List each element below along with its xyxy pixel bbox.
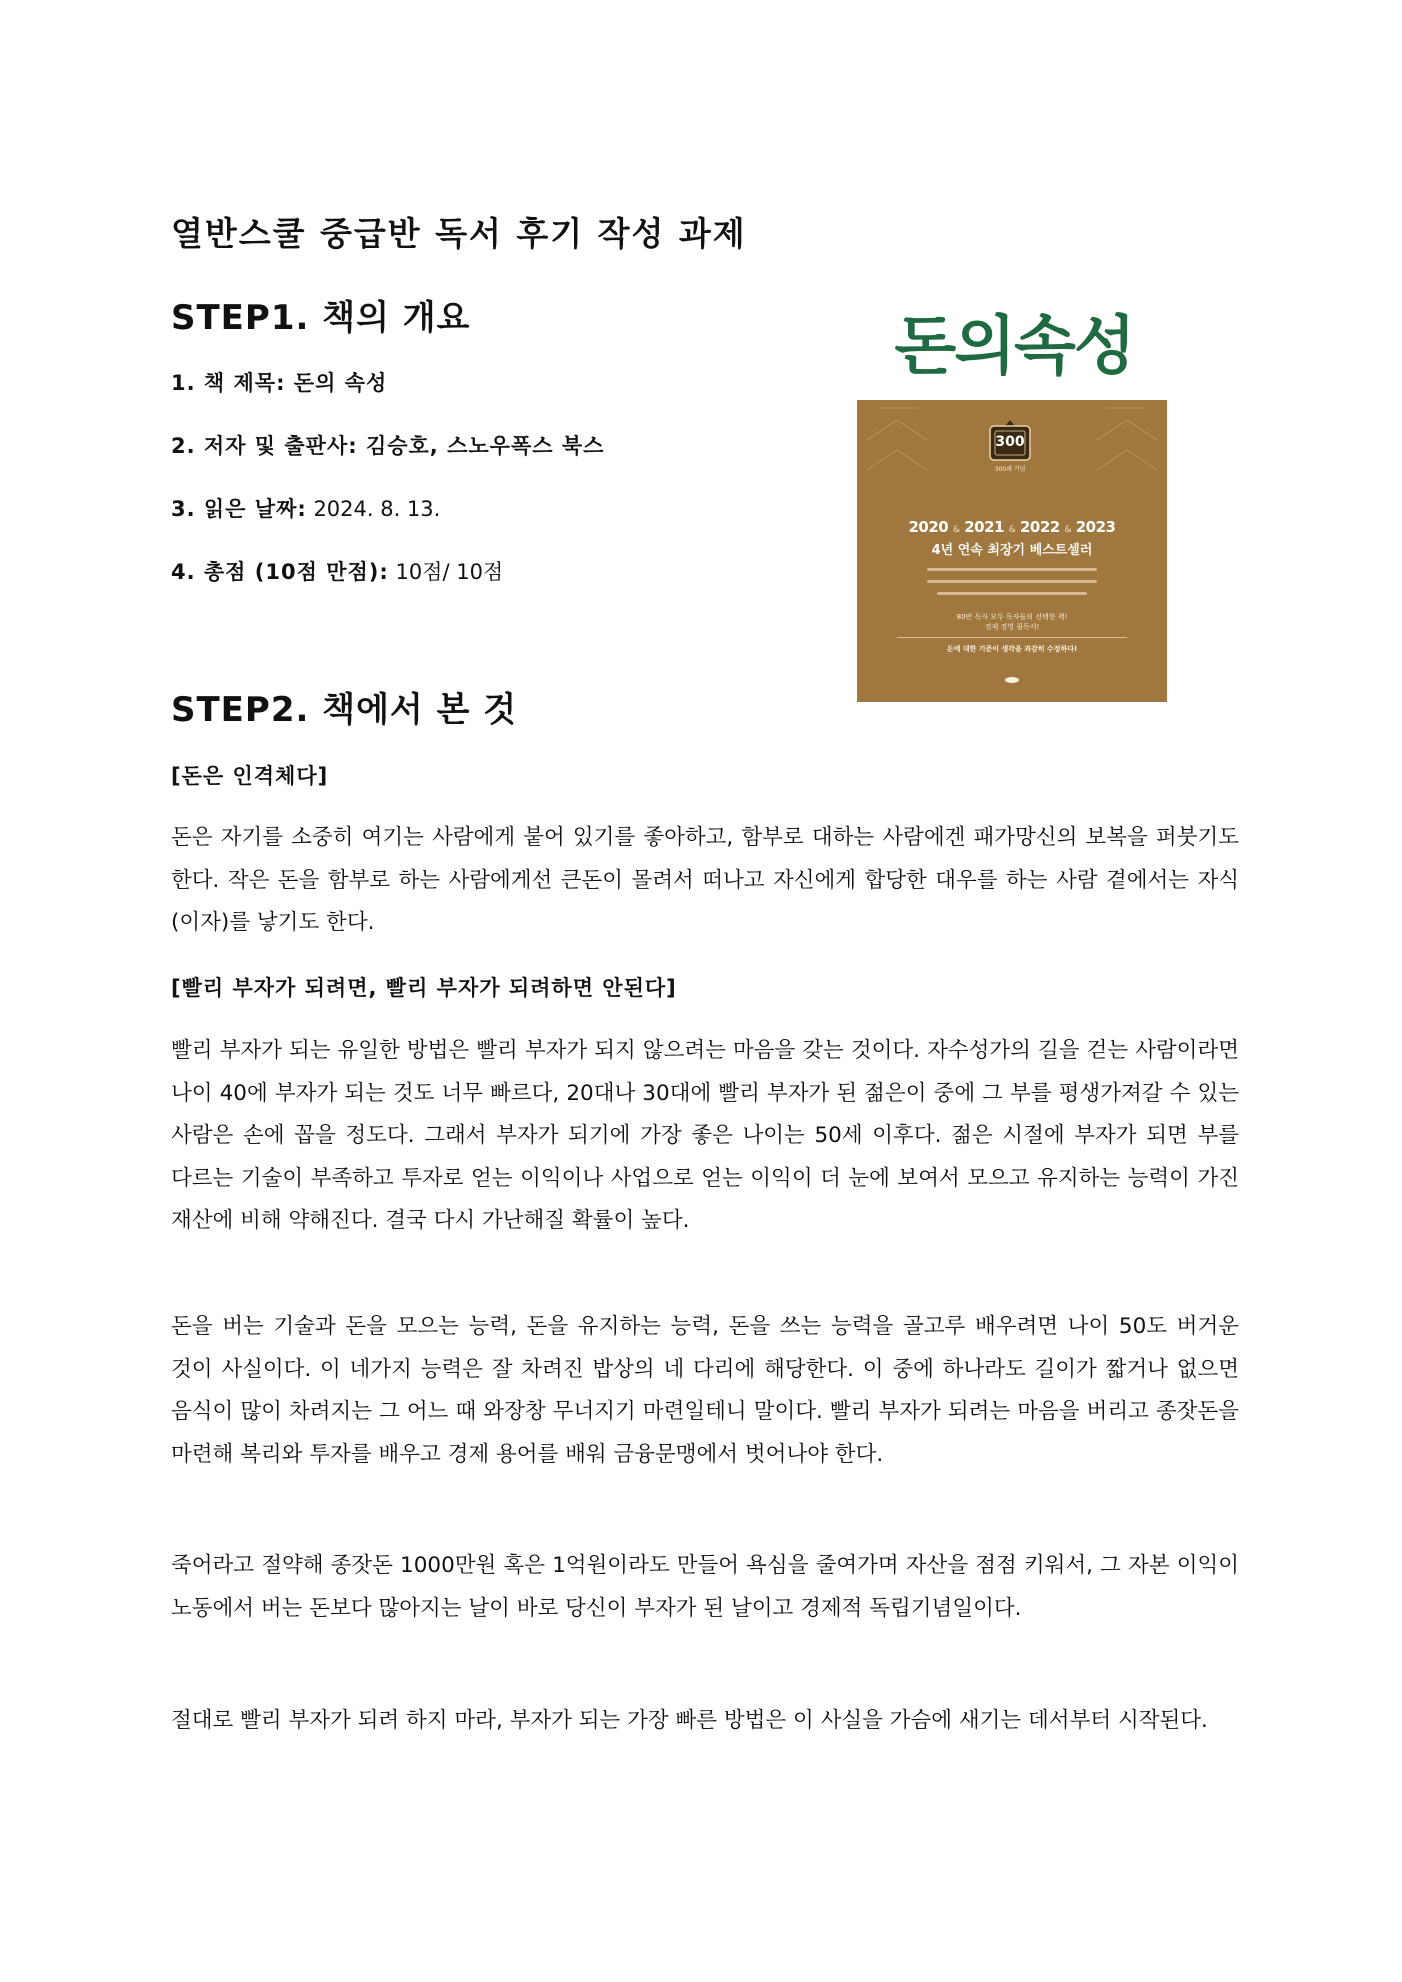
year-joiner: & <box>1064 525 1072 535</box>
info-book-title <box>171 367 387 397</box>
section-heading: [빨리 부자가 되려면, 빨리 부자가 되려하면 안된다] <box>171 976 677 1000</box>
info-label: 1. 책 제목: <box>171 371 294 395</box>
section-paragraph: 죽어라고 절약해 종잣돈 1000만원 혹은 1억원이라도 만들어 욕심을 줄여가며 자산을 점점 키워서, 그 자본 이익이 노동에서 버는 돈보다 많아지는 날이 바로 당신이 부자가 된 날이고 경제적 독립기념일이다. <box>171 1553 1239 1621</box>
cover-blurb-b: 경제 경영 필독서! <box>984 623 1040 631</box>
cover-years <box>857 518 1167 536</box>
info-value: 돈의 속성 <box>293 371 388 395</box>
section-paragraph: 절대로 빨리 부자가 되려 하지 마라, 부자가 되는 가장 빠른 방법은 이 사실을 가슴에 새기는 데서부터 시작된다. <box>171 1708 1208 1733</box>
info-author-publisher <box>171 430 604 460</box>
cover-bestseller: 4년 연속 최장기 베스트셀러 <box>931 543 1093 558</box>
cover-blurb-c: 돈에 대한 기준이 생각을 과감히 수정하다! <box>946 645 1078 653</box>
section-paragraph: 돈을 버는 기술과 돈을 모으는 능력, 돈을 유지하는 능력, 돈을 쓰는 능력을 골고루 배우려면 나이 50도 버거운 것이 사실이다. 이 네가지 능력은 잘 차려진 밥상의 네 다리에 해당한다. 이 중에 하나라도 길이가 짧거나 없으면 음식이 많이 차려지는 그 어느 때 와장창 무너지기 마련일테니 말이다. 빨리 부자가 되려는 마음을 버리고 종잣돈을 마련해 복리와 투자를 배우고 경제 용어를 배워 금융문맹에서 벗어나야 한다. <box>171 1314 1239 1467</box>
step2-heading: STEP2. 책에서 본 것 <box>171 690 518 730</box>
cover-title: 돈의속성 <box>894 310 1134 384</box>
info-label: 2. 저자 및 출판사: <box>171 434 366 458</box>
step1-heading: STEP1. 책의 개요 <box>171 298 471 338</box>
cover-panel <box>857 400 1167 702</box>
badge-number: 300 <box>995 434 1025 450</box>
cover-fine-print-line <box>927 580 1097 583</box>
year-joiner: & <box>952 525 960 535</box>
cover-fine-print-line <box>937 592 1087 595</box>
badge-caption: 300쇄 기념 <box>994 466 1026 473</box>
info-label: 3. 읽은 날짜: <box>171 497 307 521</box>
info-value: 김승호, 스노우폭스 북스 <box>365 434 605 458</box>
section-paragraph: 돈은 자기를 소중히 여기는 사람에게 붙어 있기를 좋아하고, 함부로 대하는 사람에겐 패가망신의 보복을 퍼붓기도 한다. 작은 돈을 함부로 하는 사람에게선 큰돈이 몰려서 떠나고 자신에게 합당한 대우를 하는 사람 곁에서는 자식(이자)를 낳기도 한다. <box>171 825 1239 935</box>
section-paragraph: 빨리 부자가 되는 유일한 방법은 빨리 부자가 되지 않으려는 마음을 갖는 것이다. 자수성가의 길을 걷는 사람이라면 나이 40에 부자가 되는 것도 너무 빠르다, 20대나 30대에 빨리 부자가 된 젊은이 중에 그 부를 평생가져갈 수 있는 사람은 손에 꼽을 정도다. 그래서 부자가 되기에 가장 좋은 나이는 50세 이후다. 젊은 시절에 부자가 되면 부를 다르는 기술이 부족하고 투자로 얻는 이익이나 사업으로 얻는 이익이 더 눈에 보여서 모으고 유지하는 능력이 가진 재산에 비해 약해진다. 결국 다시 가난해질 확률이 높다. <box>171 1038 1239 1233</box>
cover-divider <box>897 637 1127 638</box>
cover-fine-print-line <box>927 568 1097 571</box>
book-cover-image <box>855 304 1173 708</box>
section-heading: [돈은 인격체다] <box>171 764 329 788</box>
info-label: 4. 총점 (10점 만점): <box>171 560 389 584</box>
badge-300 <box>982 420 1038 480</box>
info-value: 10점/ 10점 <box>388 560 504 584</box>
info-value: 2024. 8. 13. <box>306 497 441 521</box>
year-label: 2020 <box>908 518 949 536</box>
year-label: 2022 <box>1020 518 1060 536</box>
cover-blurb-a: 80만 독자 모두 독자들의 선택한 책! <box>956 613 1068 621</box>
year-joiner: & <box>1008 525 1016 535</box>
info-read-date <box>171 493 440 523</box>
year-label: 2023 <box>1075 518 1116 536</box>
publisher-logo-icon <box>1004 676 1020 684</box>
year-label: 2021 <box>964 518 1004 536</box>
document-title: 열반스쿨 중급반 독서 후기 작성 과제 <box>171 214 747 253</box>
info-score <box>171 556 503 586</box>
